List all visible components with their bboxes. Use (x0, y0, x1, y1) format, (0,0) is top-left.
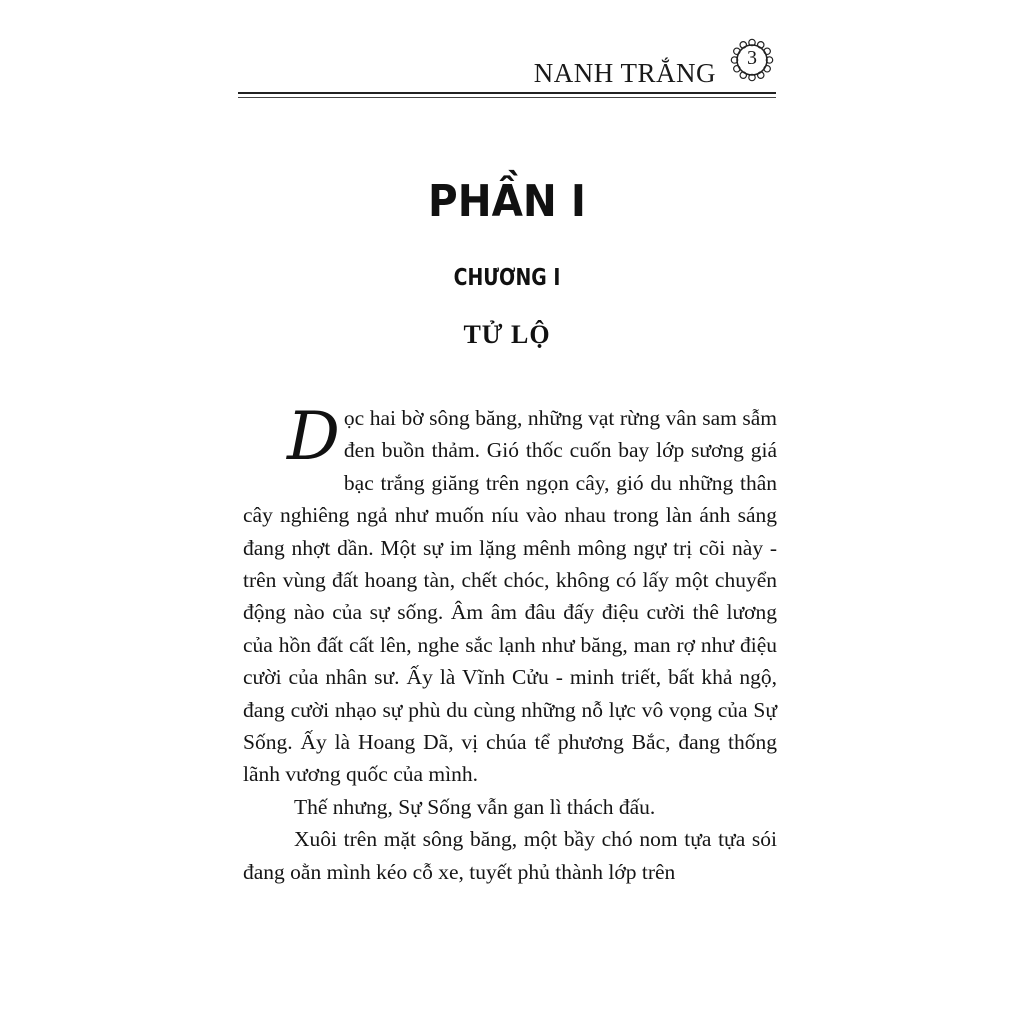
paragraph-1 (243, 398, 777, 791)
chapter-title: CHƯƠNG I (453, 265, 561, 291)
part-title: PHẦN I (428, 176, 586, 227)
page-number: 3 (747, 47, 757, 69)
header-rule-thin (238, 97, 776, 98)
page-number-badge (728, 36, 776, 84)
running-header (238, 36, 776, 100)
header-rule (238, 92, 776, 94)
body-text (243, 398, 777, 888)
paragraph-1-text: ọc hai bờ sông băng, những vạt rừng vân sam sẫm đen buồn thảm. Gió thốc cuốn bay lớp sương giá bạc trắng giăng trên ngọn cây, gió du những thân cây nghiêng ngả như muốn níu vào nhau trong làn ánh sáng đang nhợt dần. Một sự im lặng mênh mông ngự trị cõi này - trên vùng đất hoang tàn, chết chóc, không có lấy một chuyển động nào của sự sống. Âm âm đâu đấy điệu cười thê lương của hồn đất cất lên, nghe sắc lạnh như băng, man rợ như điệu cười của nhân sư. Ấy là Vĩnh Cửu - minh triết, bất khả ngộ, đang cười nhạo sự phù du cùng những nỗ lực vô vọng của Sự Sống. Ấy là Hoang Dã, vị chúa tể phương Bắc, đang thống lãnh vương quốc của mình. (243, 406, 777, 787)
book-title: NANH TRẮNG (533, 58, 716, 88)
drop-cap: D (287, 398, 340, 475)
paragraph-2: Thế nhưng, Sự Sống vẫn gan lì thách đấu. (294, 794, 656, 819)
section-title: TỬ LỘ (463, 320, 551, 349)
paragraph-3: Xuôi trên mặt sông băng, một bầy chó nom tựa tựa sói đang oằn mình kéo cỗ xe, tuyết phủ thành lớp trên (243, 827, 777, 884)
